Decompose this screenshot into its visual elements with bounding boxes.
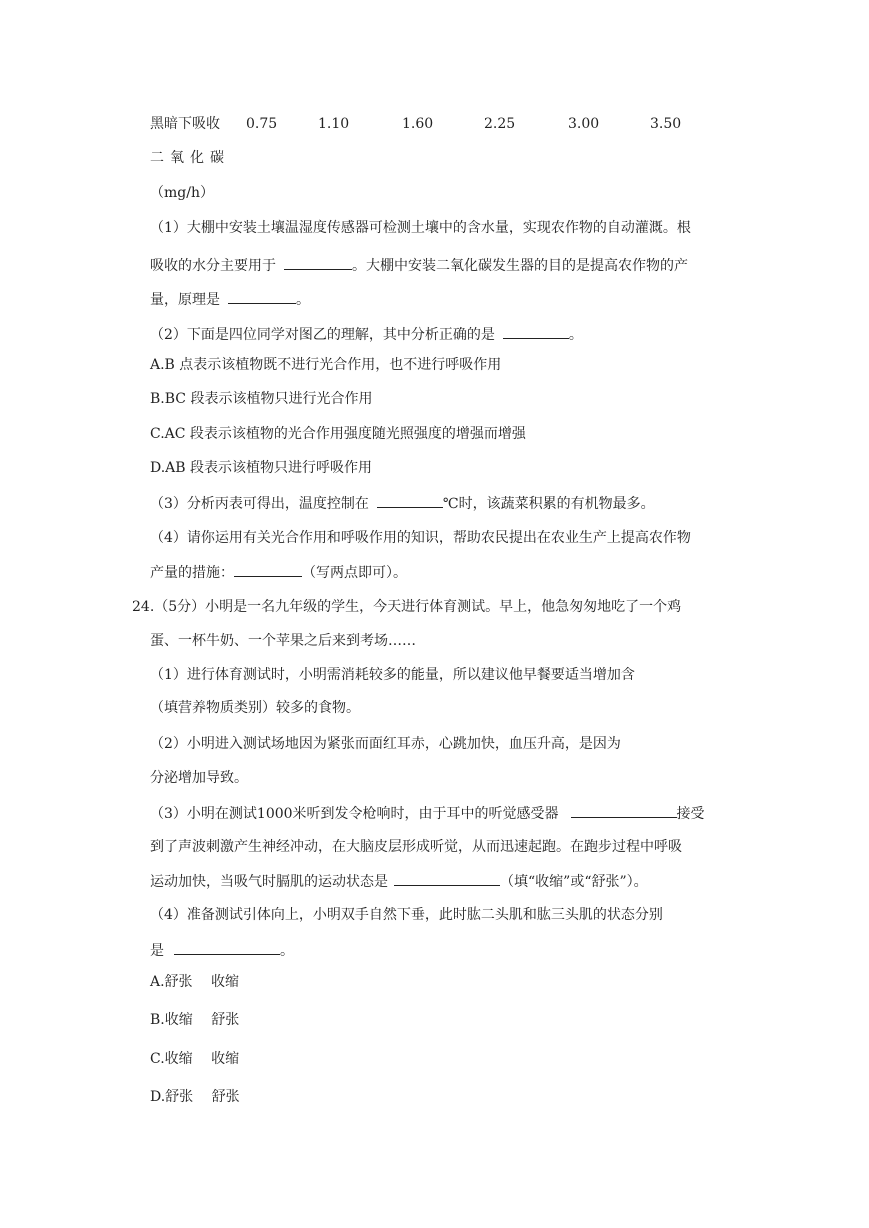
answer-blank[interactable] xyxy=(503,324,569,339)
option-a: A.B 点表示该植物既不进行光合作用，也不进行呼吸作用 xyxy=(150,357,502,373)
table-row-unit: （mg/h） xyxy=(150,185,214,201)
q24-stem-line1: 24.（5分）小明是一名九年级的学生，今天进行体育测试。早上，他急匆匆地吃了一个鸡 xyxy=(132,599,682,615)
q23-part1-line1: （1）大棚中安装土壤温湿度传感器可检测土壤中的含水量，实现农作物的自动灌溉。根 xyxy=(150,220,691,236)
q24-option-b: B.收缩 舒张 xyxy=(150,1012,240,1028)
q23-part1-line3: 量，原理是 。 xyxy=(150,289,310,310)
q24-part2-line2: 分泌增加导致。 xyxy=(150,770,248,786)
table-cell: 3.00 xyxy=(568,116,600,132)
q24-part1-line1: （1）进行体育测试时，小明需消耗较多的能量，所以建议他早餐要适当增加含 xyxy=(150,667,635,683)
option-d: D.AB 段表示该植物只进行呼吸作用 xyxy=(150,460,373,476)
table-cell: 2.25 xyxy=(484,116,516,132)
option-c: C.AC 段表示该植物的光合作用强度随光照强度的增强而增强 xyxy=(150,426,526,442)
q23-part1-line2: 吸收的水分主要用于 。大棚中安装二氧化碳发生器的目的是提高农作物的产 xyxy=(150,255,688,276)
q24-option-d: D.舒张 舒张 xyxy=(150,1089,240,1105)
answer-blank[interactable] xyxy=(284,255,352,270)
table-row-label: 黑暗下吸收 xyxy=(150,116,220,132)
q24-part4-line1: （4）准备测试引体向上，小明双手自然下垂，此时肱二头肌和肱三头肌的状态分别 xyxy=(150,907,663,923)
table-cell: 3.50 xyxy=(650,116,682,132)
q23-part2: （2）下面是四位同学对图乙的理解，其中分析正确的是 。 xyxy=(150,324,583,345)
table-row-dark-co2 xyxy=(150,114,681,134)
q24-option-c: C.收缩 收缩 xyxy=(150,1051,240,1067)
q23-part3: （3）分析丙表可得出，温度控制在 ℃时，该蔬菜积累的有机物最多。 xyxy=(150,493,655,514)
q24-part3-line1: （3）小明在测试1000米听到发令枪响时，由于耳中的听觉感受器 接受 xyxy=(150,803,705,824)
q24-option-a: A.舒张 收缩 xyxy=(150,974,240,990)
answer-blank[interactable] xyxy=(394,871,500,886)
q24-part4-line2: 是 。 xyxy=(150,940,294,961)
answer-blank[interactable] xyxy=(377,493,443,508)
option-b: B.BC 段表示该植物只进行光合作用 xyxy=(150,391,373,407)
q24-stem-line2: 蛋、一杯牛奶、一个苹果之后来到考场…… xyxy=(150,633,416,649)
table-cell: 1.60 xyxy=(402,116,434,132)
q24-part3-line2: 到了声波刺激产生神经冲动，在大脑皮层形成听觉，从而迅速起跑。在跑步过程中呼吸 xyxy=(150,839,682,855)
answer-blank[interactable] xyxy=(174,940,280,955)
q24-part2-line1: （2）小明进入测试场地因为紧张而面红耳赤，心跳加快，血压升高，是因为 xyxy=(150,736,621,752)
table-cell: 1.10 xyxy=(318,116,350,132)
q24-part1-line2: （填营养物质类别）较多的食物。 xyxy=(150,700,360,716)
answer-blank[interactable] xyxy=(228,289,296,304)
q23-part4-line2: 产量的措施： （写两点即可）。 xyxy=(150,562,407,583)
table-cell: 0.75 xyxy=(246,116,278,132)
answer-blank[interactable] xyxy=(571,803,677,818)
table-row-label-cont: 二氧化碳 xyxy=(150,150,230,166)
q23-part4-line1: （4）请你运用有关光合作用和呼吸作用的知识，帮助农民提出在农业生产上提高农作物 xyxy=(150,530,691,546)
q24-part3-line3: 运动加快，当吸气时膈肌的运动状态是 （填“收缩”或“舒张”）。 xyxy=(150,871,648,892)
answer-blank[interactable] xyxy=(234,562,302,577)
